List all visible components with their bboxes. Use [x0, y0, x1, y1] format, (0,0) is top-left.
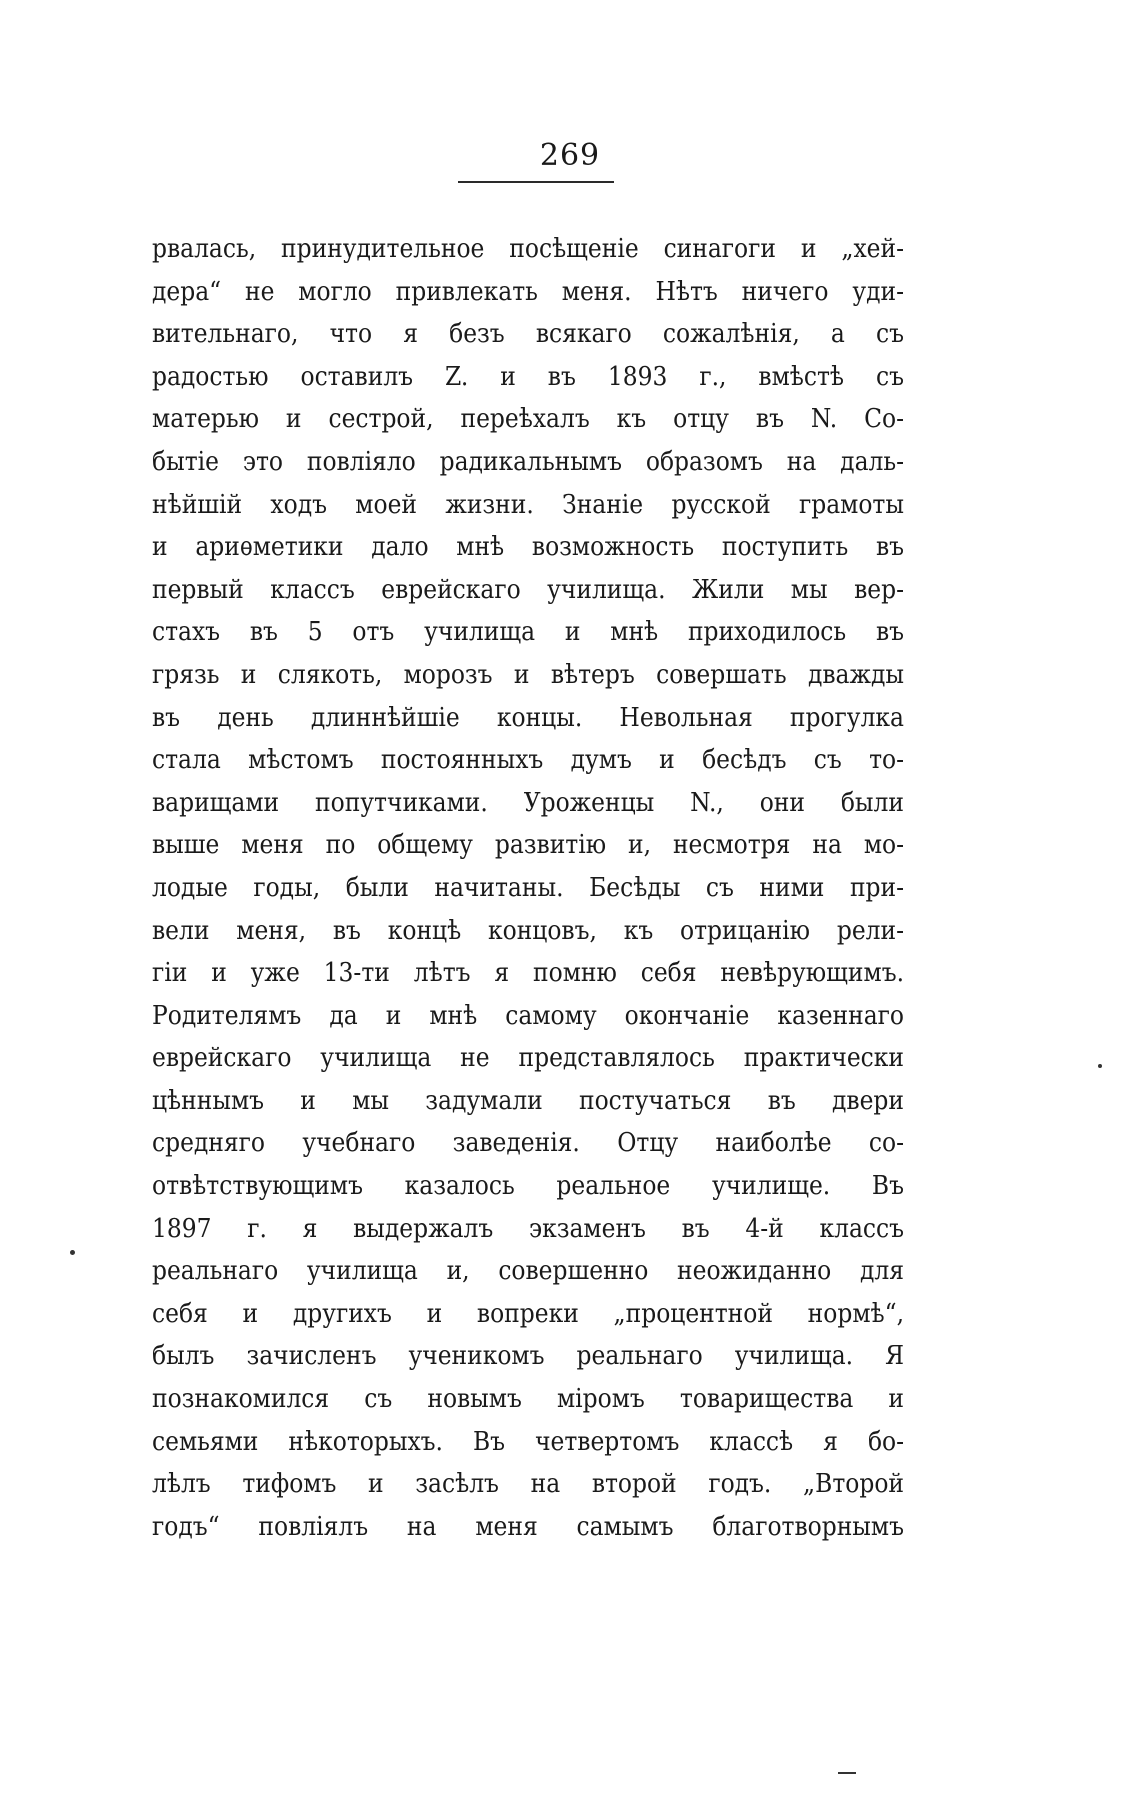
text-line: выше меня по общему развитію и, несмотря на мо-	[152, 830, 904, 861]
body-text	[152, 228, 904, 1548]
text-line: вительнаго, что я безъ всякаго сожалѣнія, а съ	[152, 319, 904, 350]
text-line: годъ“ повліялъ на меня самымъ благотворнымъ	[152, 1511, 904, 1542]
ink-speck	[1098, 1064, 1102, 1068]
text-line: дера“ не могло привлекать меня. Нѣтъ ничего уди-	[152, 276, 904, 307]
text-line: гіи и уже 13-ти лѣтъ я помню себя невѣрующимъ.	[152, 958, 904, 989]
text-line: грязь и слякоть, морозъ и вѣтеръ совершать дважды	[152, 659, 904, 690]
text-line: былъ зачисленъ ученикомъ реальнаго училища. Я	[152, 1341, 904, 1372]
text-line: стахъ въ 5 отъ училища и мнѣ приходилось въ	[152, 617, 904, 648]
text-line: лодые годы, были начитаны. Бесѣды съ ними при-	[152, 872, 904, 903]
text-line: семьями нѣкоторыхъ. Въ четвертомъ классѣ я бо-	[152, 1426, 904, 1457]
text-line: себя и другихъ и вопреки „процентной нормѣ“,	[152, 1298, 904, 1329]
text-line: первый классъ еврейскаго училища. Жили мы вер-	[152, 574, 904, 605]
text-line: Родителямъ да и мнѣ самому окончаніе казеннаго	[152, 1000, 904, 1031]
text-line: 1897 г. я выдержалъ экзаменъ въ 4-й классъ	[152, 1213, 904, 1244]
text-line: варищами попутчиками. Уроженцы N., они были	[152, 787, 904, 818]
text-line: вели меня, въ концѣ концовъ, къ отрицанію рели-	[152, 915, 904, 946]
text-line: реальнаго училища и, совершенно неожиданно для	[152, 1256, 904, 1287]
bottom-mark	[838, 1772, 856, 1774]
text-line: стала мѣстомъ постоянныхъ думъ и бесѣдъ съ то-	[152, 745, 904, 776]
text-line: познакомился съ новымъ міромъ товарищества и	[152, 1384, 904, 1415]
text-line: въ день длиннѣйшіе концы. Невольная прогулка	[152, 702, 904, 733]
text-line: цѣннымъ и мы задумали постучаться въ двери	[152, 1085, 904, 1116]
text-line: нѣйшій ходъ моей жизни. Знаніе русской грамоты	[152, 489, 904, 520]
text-line: рвалась, принудительное посѣщеніе синагоги и „хей-	[152, 234, 904, 264]
text-line: лѣлъ тифомъ и засѣлъ на второй годъ. „Второй	[152, 1469, 904, 1500]
header-rule	[458, 181, 614, 183]
page-number: 269	[539, 138, 601, 173]
text-line: еврейскаго училища не представлялось практически	[152, 1043, 904, 1074]
text-line: матерью и сестрой, переѣхалъ къ отцу въ N. Со-	[152, 404, 904, 435]
text-line: бытіе это повліяло радикальнымъ образомъ на даль-	[152, 446, 904, 477]
text-line: средняго учебнаго заведенія. Отцу наиболѣе со-	[152, 1128, 904, 1159]
text-line: и ариѳметики дало мнѣ возможность поступить въ	[152, 532, 904, 563]
ink-speck	[70, 1250, 75, 1255]
text-line: отвѣтствующимъ казалось реальное училище. Въ	[152, 1171, 904, 1202]
text-line: радостью оставилъ Z. и въ 1893 г., вмѣстѣ съ	[152, 361, 904, 392]
